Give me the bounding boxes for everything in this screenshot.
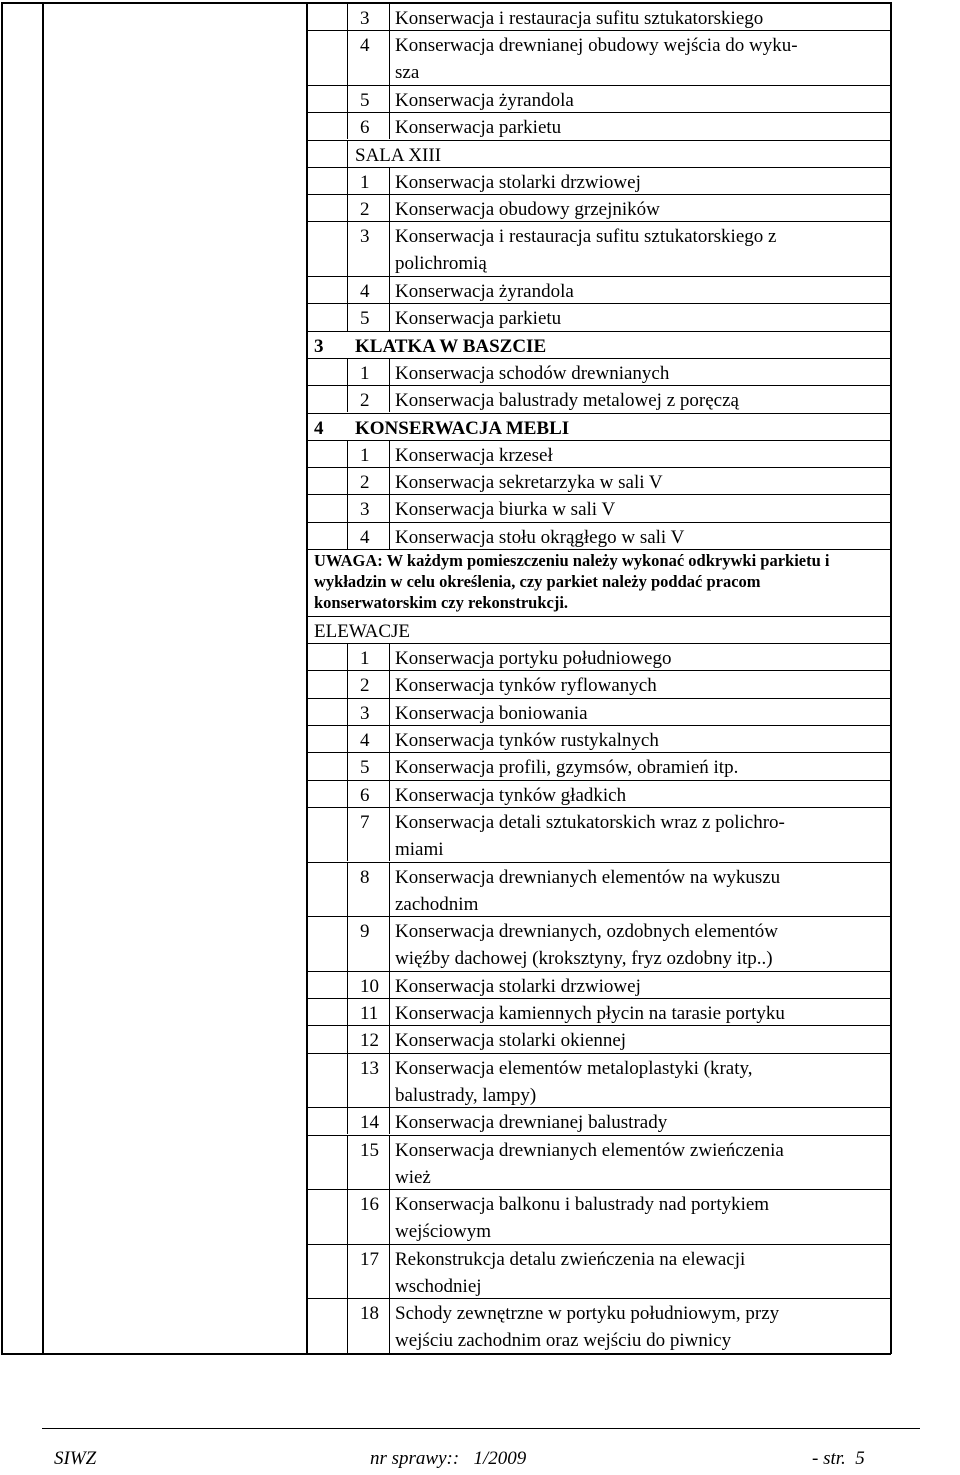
item-number: 6	[360, 784, 370, 806]
list-item	[306, 643, 891, 670]
item-text: Konserwacja żyrandola	[395, 281, 574, 302]
list-item	[306, 971, 891, 998]
item-number: 1	[360, 362, 370, 384]
item-number: 2	[360, 390, 370, 412]
item-number: 1	[360, 648, 370, 670]
list-item	[306, 807, 891, 862]
list-item	[306, 862, 891, 917]
item-text: Konserwacja kamiennych płycin na tarasie portyku	[395, 1003, 785, 1024]
item-number: 5	[360, 757, 370, 779]
list-item	[306, 85, 891, 112]
list-item	[306, 1298, 891, 1353]
item-number: 4	[360, 730, 370, 751]
item-number: 11	[360, 1003, 379, 1024]
list-item	[306, 1053, 891, 1108]
item-number: 14	[360, 1112, 379, 1134]
item-text: Konserwacja i restauracja sufitu sztukatorskiego z polichromią	[395, 226, 777, 275]
list-item	[306, 276, 891, 303]
section-meble: KONSERWACJA MEBLI	[355, 417, 570, 439]
list-item	[306, 1189, 891, 1244]
item-number: 15	[360, 1139, 379, 1161]
list-item	[306, 494, 891, 521]
list-item	[306, 698, 891, 725]
list-item	[306, 670, 891, 697]
list-item	[306, 194, 891, 221]
list-item	[306, 1135, 891, 1190]
item-text: Konserwacja drewnianej balustrady	[395, 1112, 668, 1134]
item-number: 6	[360, 117, 370, 139]
list-item	[306, 780, 891, 807]
item-text: Schody zewnętrzne w portyku południowym, przy wejściu zachodnim oraz wejściu do piwnicy	[395, 1303, 780, 1352]
item-text: Rekonstrukcja detalu zwieńczenia na elewacji wschodniej	[395, 1248, 746, 1297]
item-text: Konserwacja drewnianych elementów zwieńczenia wież	[395, 1139, 784, 1188]
item-number: 17	[360, 1248, 379, 1270]
section-klatka: KLATKA W BASZCIE	[355, 335, 547, 357]
item-text: Konserwacja detali sztukatorskich wraz z polichro- miami	[395, 811, 785, 860]
list-item	[306, 1107, 891, 1134]
item-text: Konserwacja obudowy grzejników	[395, 199, 660, 221]
item-number: 1	[360, 171, 370, 193]
item-text: Konserwacja tynków rustykalnych	[395, 730, 659, 751]
list-item	[306, 167, 891, 194]
section-number: 3	[314, 335, 324, 357]
item-number: 1	[360, 444, 370, 466]
section-number: 4	[314, 417, 324, 439]
list-item	[306, 440, 891, 467]
item-text: Konserwacja stolarki drzwiowej	[395, 975, 641, 997]
item-text: Konserwacja schodów drewnianych	[395, 362, 670, 384]
list-item	[306, 752, 891, 779]
item-text: Konserwacja drewnianych, ozdobnych elementów więźby dachowej (kroksztyny, fryz ozdobny itp..)	[395, 921, 779, 970]
item-number: 2	[360, 199, 370, 221]
item-text: Konserwacja parkietu	[395, 117, 562, 139]
list-item	[306, 358, 891, 385]
item-number: 8	[360, 866, 370, 888]
item-text: Konserwacja sekretarzyka w sali V	[395, 472, 663, 494]
item-text: Konserwacja krzeseł	[395, 444, 553, 466]
item-number: 13	[360, 1057, 379, 1079]
footer-page-number: - str. 5	[812, 1448, 865, 1469]
item-text: Konserwacja stolarki drzwiowej	[395, 171, 641, 193]
row-border	[306, 616, 891, 617]
footer-left: SIWZ	[54, 1448, 97, 1469]
list-item	[306, 998, 891, 1025]
list-item	[306, 725, 891, 752]
item-number: 4	[360, 526, 370, 548]
item-number: 3	[360, 702, 370, 724]
item-text: Konserwacja portyku południowego	[395, 648, 672, 670]
item-number: 2	[360, 472, 370, 494]
list-item	[306, 1025, 891, 1052]
item-text: Konserwacja balkonu i balustrady nad portykiem wejściowym	[395, 1194, 770, 1243]
list-item	[306, 3, 891, 30]
item-text: Konserwacja profili, gzymsów, obramień itp.	[395, 757, 739, 779]
note-uwaga: UWAGA: W każdym pomieszczeniu należy wykonać odkrywki parkietu i wykładzin w celu określenia, czy parkiet należy poddać pracom konserwatorskim czy rekonstrukcji.	[314, 551, 830, 612]
item-number: 18	[360, 1303, 379, 1325]
list-item	[306, 467, 891, 494]
item-text: Konserwacja żyrandola	[395, 89, 574, 111]
table-border-left	[1, 2, 3, 1354]
table-border-col1	[42, 2, 44, 1354]
footer-separator	[42, 1428, 920, 1429]
elewacje-title: ELEWACJE	[314, 620, 411, 642]
item-text: Konserwacja tynków gładkich	[395, 784, 627, 806]
item-number: 5	[360, 89, 370, 111]
item-text: Konserwacja stolarki okiennej	[395, 1030, 627, 1052]
item-number: 2	[360, 675, 370, 697]
item-number: 12	[360, 1030, 379, 1052]
item-number: 5	[360, 308, 370, 330]
item-number: 10	[360, 975, 379, 997]
item-text: Konserwacja parkietu	[395, 308, 562, 330]
item-number: 3	[360, 226, 370, 248]
list-item	[306, 112, 891, 139]
list-item	[306, 916, 891, 971]
number-column-border	[347, 140, 348, 167]
item-text: Konserwacja drewnianych elementów na wykuszu zachodnim	[395, 866, 781, 915]
list-item	[306, 30, 891, 85]
item-text: Konserwacja i restauracja sufitu sztukatorskiego	[395, 8, 764, 29]
item-number: 16	[360, 1194, 379, 1216]
item-text: Konserwacja stołu okrągłego w sali V	[395, 526, 685, 548]
footer-case-number: nr sprawy:: 1/2009	[370, 1448, 527, 1469]
item-number: 4	[360, 281, 370, 302]
item-number: 7	[360, 811, 370, 833]
item-text: Konserwacja drewnianej obudowy wejścia do wyku- sza	[395, 35, 798, 84]
item-number: 4	[360, 35, 370, 57]
list-item	[306, 1244, 891, 1299]
item-text: Konserwacja balustrady metalowej z poręczą	[395, 390, 739, 412]
item-text: Konserwacja elementów metaloplastyki (kraty, balustrady, lampy)	[395, 1057, 753, 1106]
item-number: 9	[360, 921, 370, 943]
list-item	[306, 303, 891, 330]
item-text: Konserwacja biurka w sali V	[395, 499, 616, 521]
item-number: 3	[360, 499, 370, 521]
list-item	[306, 522, 891, 549]
sala-title: SALA XIII	[355, 144, 442, 166]
list-item	[306, 221, 891, 276]
item-text: Konserwacja tynków ryflowanych	[395, 675, 657, 697]
item-text: Konserwacja boniowania	[395, 702, 588, 724]
item-number: 3	[360, 8, 370, 29]
list-item	[306, 385, 891, 412]
